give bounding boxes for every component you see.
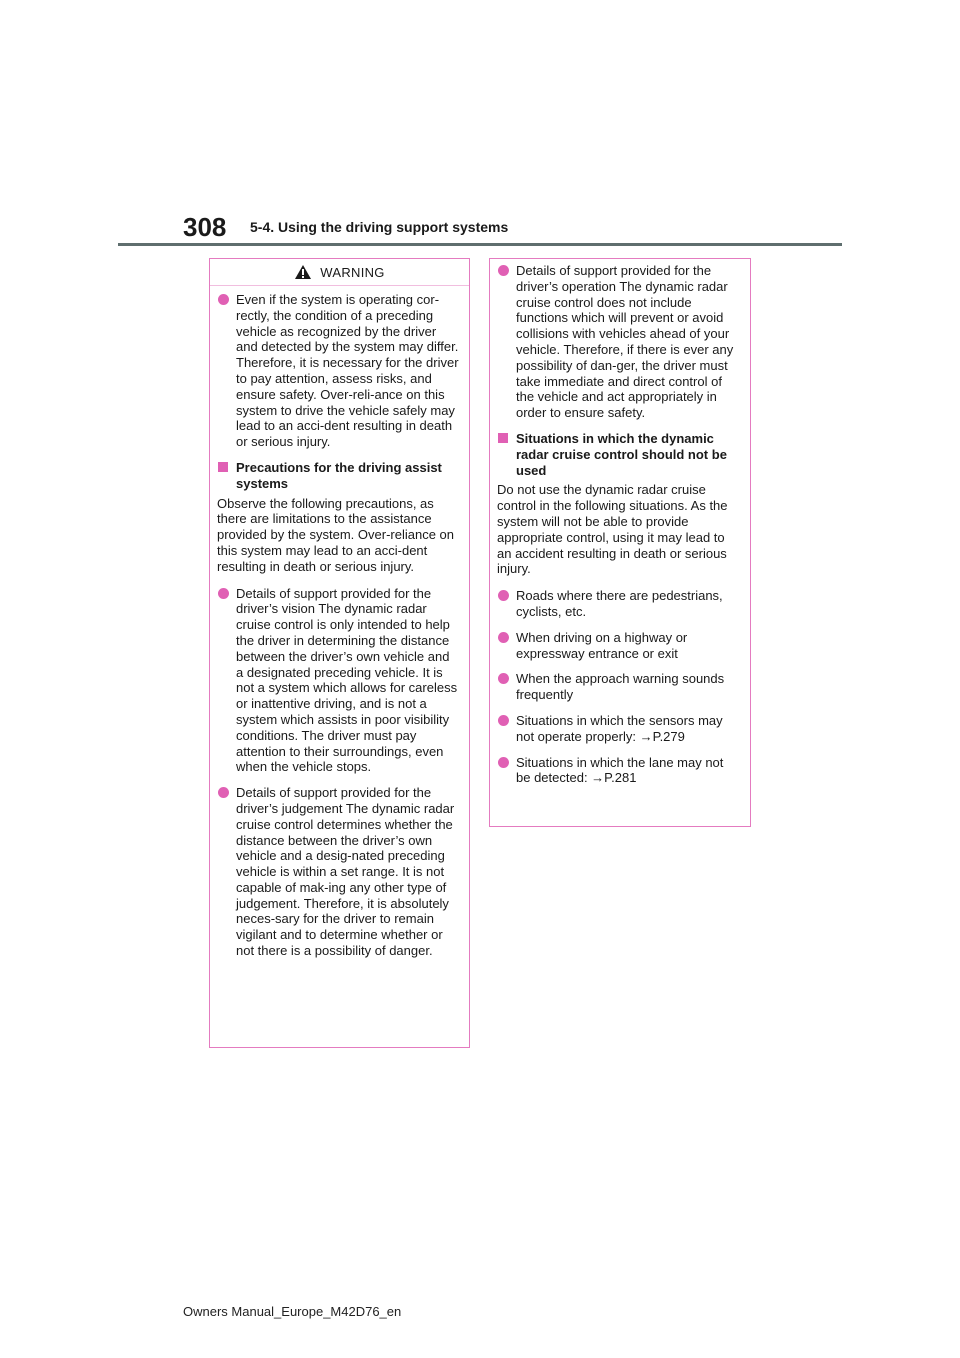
- bullet-dot-icon: [218, 787, 229, 798]
- list-item: Details of support provided for the driver’s vision The dynamic radar cruise control is only intended to help the driver in determining the distance between the driver’s own vehicle and a designated preceding vehicle. It is not a system which allows for careless or inattentive driving, and is not a system which assists in poor visibility conditions. The driver must pay attention to their surroundings, even when the vehicle stops.: [217, 586, 459, 776]
- bullet-dot-icon: [498, 757, 509, 768]
- list-item: When driving on a highway or expressway entrance or exit: [497, 630, 740, 662]
- list-item: When the approach warning sounds frequently: [497, 671, 740, 703]
- page-reference-text: Situations in which the sensors may not operate properly: →P.279: [516, 712, 723, 744]
- document-footer: Owners Manual_Europe_M42D76_en: [183, 1304, 402, 1319]
- list-item: Roads where there are pedestrians, cyclists, etc.: [497, 588, 740, 620]
- bullet-dot-icon: [498, 632, 509, 643]
- header-divider: [118, 243, 842, 246]
- warning-header: [210, 259, 469, 286]
- section-title: 5-4. Using the driving support systems: [250, 219, 509, 235]
- bullet-dot-icon: [498, 265, 509, 276]
- bullet-dot-icon: [218, 588, 229, 599]
- subsection-heading: Situations in which the dynamic radar cruise control should not be used: [497, 431, 740, 478]
- subsection-heading: Precautions for the driving assist systems: [217, 460, 459, 492]
- paragraph: Do not use the dynamic radar cruise control in the following situations. As the system will not be able to provide appropriate control, using it may lead to an accident resulting in death or serious injury.: [497, 482, 728, 577]
- warning-box-left: [209, 258, 470, 1048]
- bullet-dot-icon: [498, 715, 509, 726]
- bullet-dot-icon: [218, 294, 229, 305]
- paragraph: Observe the following precautions, as there are limitations to the assistance provided by the system. Over-reliance on this system may lead to an acci-dent resulting in death or serious injury.: [217, 495, 454, 574]
- list-item: [497, 755, 740, 787]
- list-item: [497, 713, 740, 745]
- bullet-dot-icon: [498, 590, 509, 601]
- list-item: Details of support provided for the driver’s judgement The dynamic radar cruise control determines whether the distance between the driver’s own vehicle and a desig-nated preceding vehicle is within a set range. It is not capable of mak-ing any other type of judgement. Therefore, it is absolutely neces-sary for the driver to remain vigilant and to determine whether or not there is a possibility of danger.: [217, 785, 459, 959]
- warning-triangle-icon: [294, 264, 312, 280]
- warning-box-right: [489, 258, 751, 827]
- list-item: Even if the system is operating cor-rectly, the condition of a preceding vehicle as recognized by the driver and detected by the system may differ. Therefore, it is necessary for the driver to pay attention, assess risks, and ensure safety. Over-reli-ance on this system to drive the vehicle safely may lead to an acci-dent resulting in death or serious injury.: [217, 292, 459, 450]
- list-item: Details of support provided for the driver’s operation The dynamic radar cruise control does not include functions which will prevent or avoid collisions with vehicles ahead of your vehicle. Therefore, if there is ever any possibility of dan-ger, the driver must take immediate and direct control of the vehicle and act appropriately in order to ensure safety.: [497, 263, 740, 421]
- square-bullet-icon: [498, 433, 508, 443]
- bullet-dot-icon: [498, 673, 509, 684]
- page-number: 308: [183, 212, 227, 242]
- warning-label: WARNING: [320, 264, 385, 280]
- square-bullet-icon: [218, 462, 228, 472]
- page-reference-text: Situations in which the lane may not be detected: →P.281: [516, 754, 724, 786]
